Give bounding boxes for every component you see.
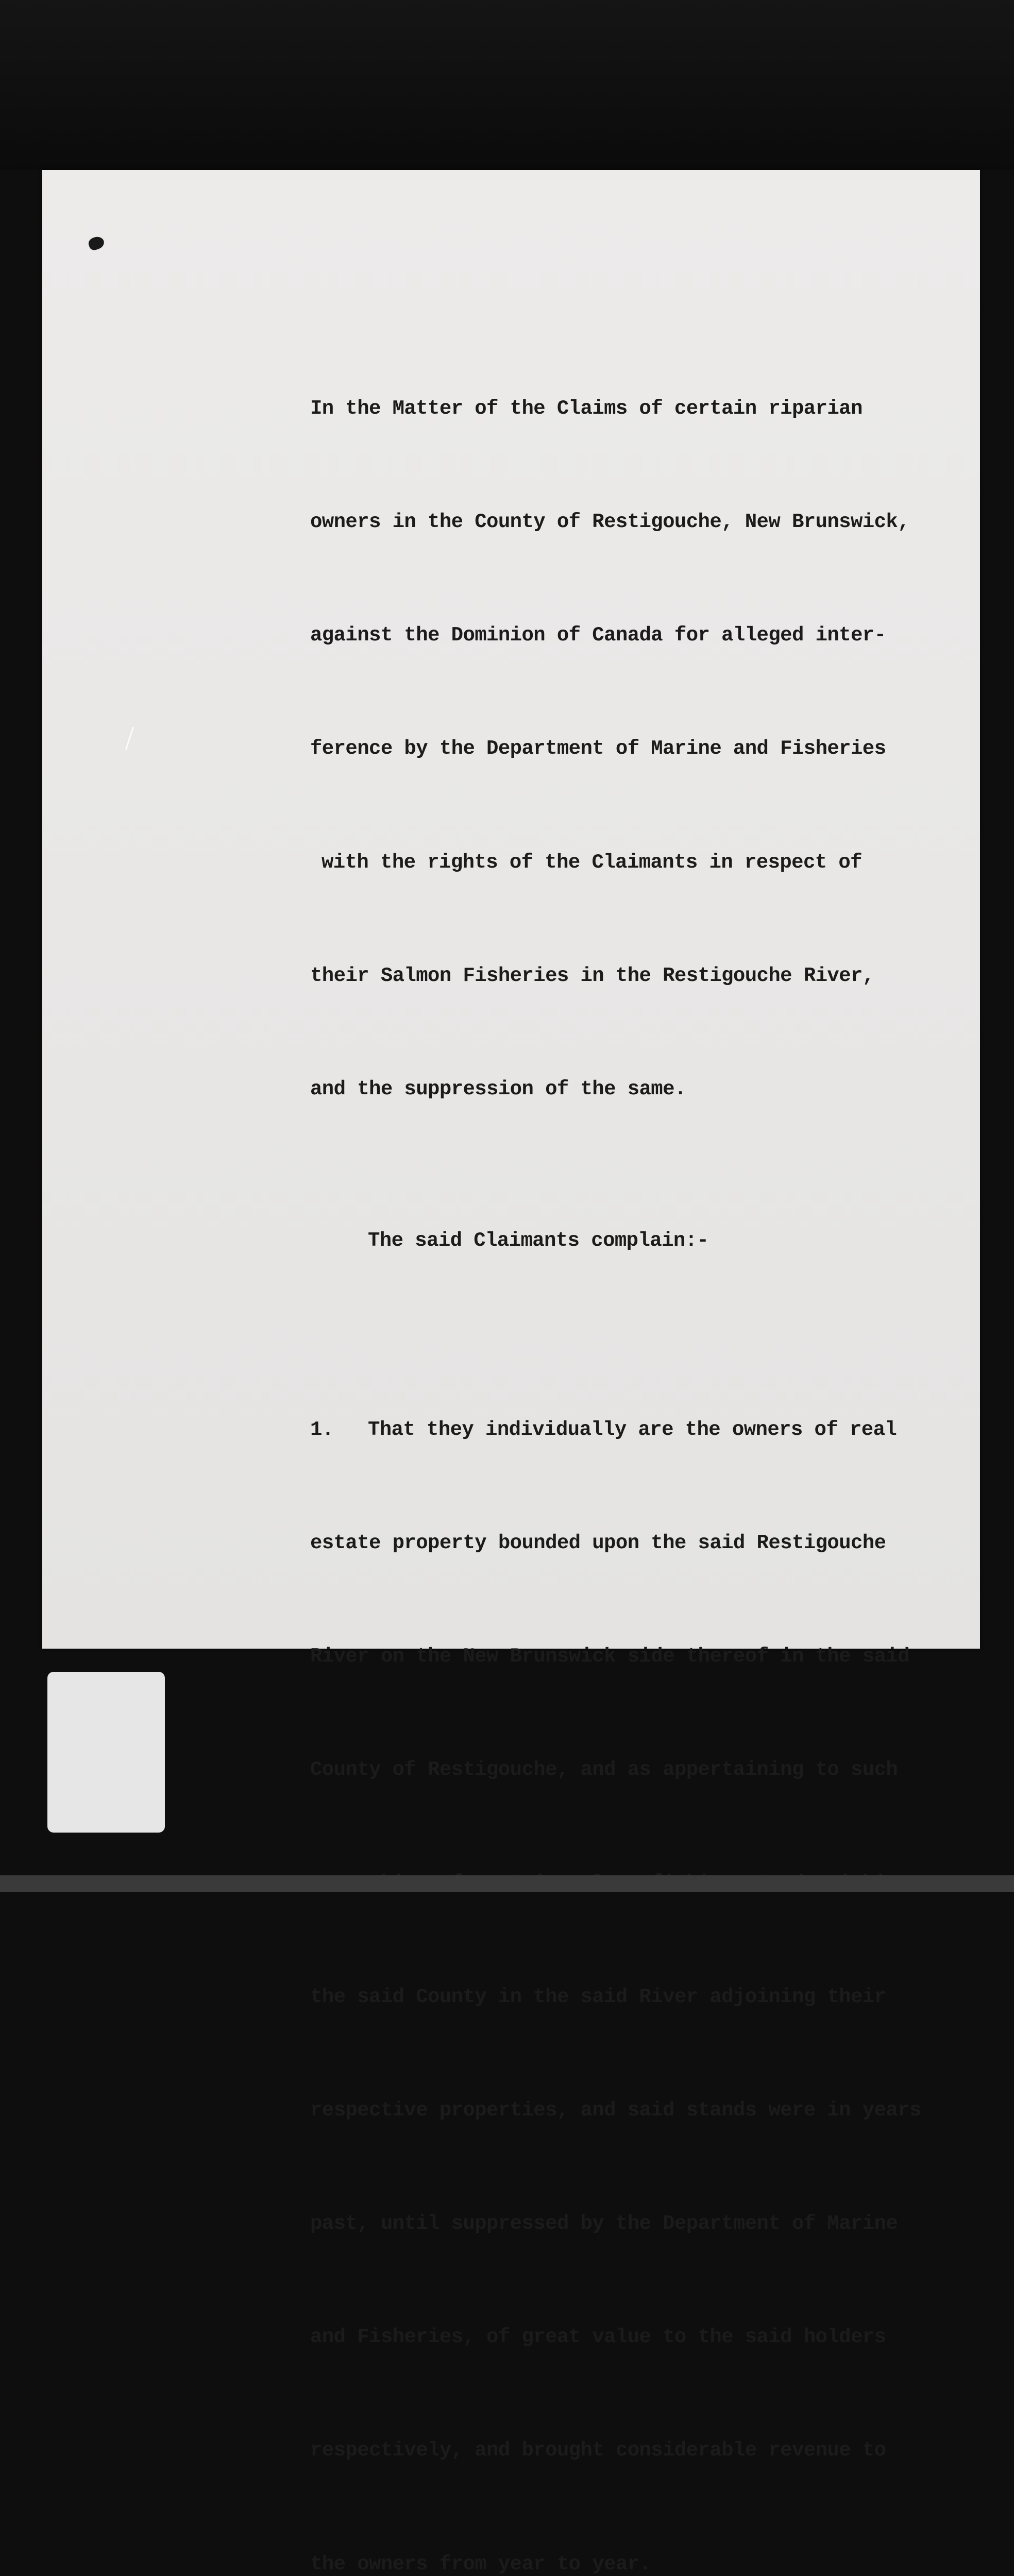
microfilm-target-card: [47, 1672, 165, 1833]
film-border-top: [0, 0, 1014, 170]
heading-line: their Salmon Fisheries in the Restigouche River,: [310, 964, 874, 987]
paragraph-number: 1.: [310, 1418, 334, 1441]
document-page: [42, 170, 980, 2575]
typed-text-body: [310, 314, 954, 2576]
paragraph-line: the owners from year to year.: [310, 2552, 651, 2575]
heading-line: against the Dominion of Canada for alleged inter-: [310, 624, 886, 647]
paragraph-1-line-1: [310, 1411, 954, 1449]
paragraph-line: respectively, and brought considerable revenue to: [310, 2439, 886, 2462]
paragraph-line: and Fisheries, of great value to the said holders: [310, 2326, 886, 2349]
paragraph-line: County of Restigouche, and as appertaining to such: [310, 1758, 898, 1782]
paragraph-text: That they individually are the owners of real: [368, 1418, 897, 1441]
ink-blot: [87, 235, 106, 252]
heading-line: ference by the Department of Marine and Fisheries: [310, 737, 886, 760]
film-scratch: [125, 727, 134, 750]
film-border-bottom: [0, 1875, 1014, 1892]
paragraph-line: the said County in the said River adjoining their: [310, 1985, 886, 2008]
paragraph-line: estate property bounded upon the said Restigouche: [310, 1531, 886, 1554]
paragraph-line: past, until suppressed by the Department of Marine: [310, 2212, 898, 2235]
heading-line: In the Matter of the Claims of certain riparian: [310, 397, 863, 420]
paragraph-line: River on the New Brunswick side thereof in the said: [310, 1645, 909, 1668]
heading-line: and the suppression of the same.: [310, 1078, 686, 1101]
intro-line: The said Claimants complain:-: [368, 1229, 709, 1252]
heading-line: owners in the County of Restigouche, New Brunswick,: [310, 511, 909, 534]
heading-line: with the rights of the Claimants in respect of: [322, 851, 862, 874]
paragraph-line: respective properties, and said stands were in years: [310, 2098, 921, 2122]
